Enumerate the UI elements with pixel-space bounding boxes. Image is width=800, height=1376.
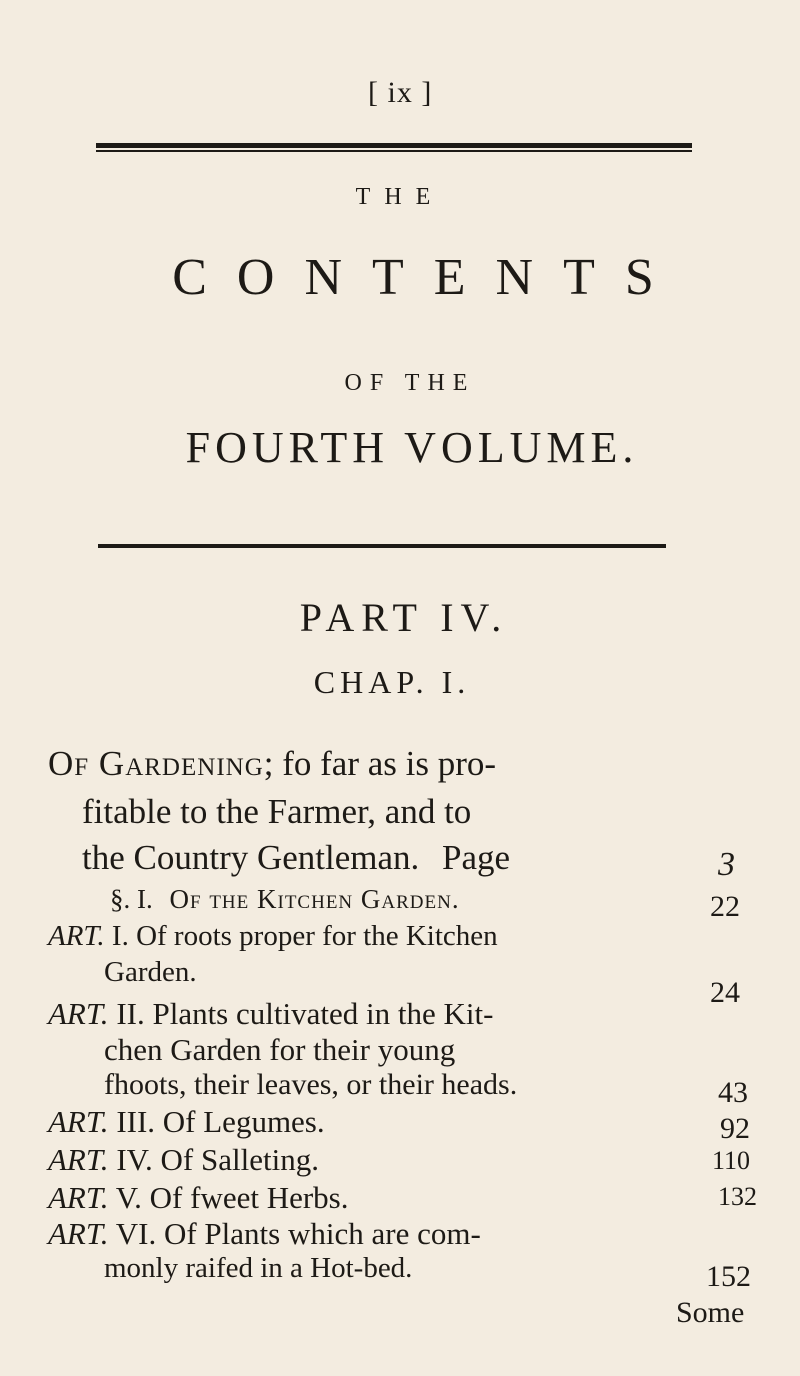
entry-5-page: 132 <box>718 1182 757 1211</box>
entry-3-line1: ART. III. Of Legumes. <box>48 1104 325 1139</box>
heading-contents: CONTENTS <box>172 249 684 306</box>
chapter-title-line2: fitable to the Farmer, and to <box>82 792 472 831</box>
heading-volume: FOURTH VOLUME. <box>185 423 639 472</box>
chapter-title-lead: Of Gardening <box>48 744 264 783</box>
catchword: Some <box>676 1296 745 1329</box>
heading-the: THE <box>355 184 445 210</box>
middle-rule <box>98 544 666 548</box>
chapter-page-number: 3 <box>718 846 735 883</box>
section-title: Of the Kitchen Garden. <box>169 884 460 914</box>
entry-2-page: 43 <box>718 1076 748 1109</box>
chapter-title-line1 <box>48 744 496 784</box>
entry-6-line2: monly raifed in a Hot-bed. <box>104 1252 413 1284</box>
section-number: §. I. <box>110 884 153 914</box>
entry-2-line2: chen Garden for their young <box>104 1032 456 1067</box>
entry-4-line1: ART. IV. Of Salleting. <box>48 1142 319 1177</box>
top-rule-thin <box>96 150 692 152</box>
chapter-title-line3: the Country Gentleman. Page <box>82 838 511 877</box>
entry-5-line1: ART. V. Of fweet Herbs. <box>48 1180 349 1215</box>
entry-2-line3: fhoots, their leaves, or their heads. <box>104 1068 518 1101</box>
page-number: [ ix ] <box>368 76 433 109</box>
section-heading <box>110 884 460 915</box>
entry-1-line2: Garden. <box>104 956 197 988</box>
page-label: Page <box>442 838 511 877</box>
chapter-heading: CHAP. I. <box>313 664 471 700</box>
entry-3-page: 92 <box>720 1112 750 1145</box>
part-heading: PART IV. <box>299 595 509 640</box>
entry-6-line1: ART. VI. Of Plants which are com- <box>48 1216 481 1251</box>
entry-4-page: 110 <box>712 1146 751 1175</box>
section-page-number: 22 <box>710 890 740 923</box>
entry-2-line1: ART. II. Plants cultivated in the Kit- <box>48 996 494 1031</box>
chapter-title-line1-rest: ; fo far as is pro- <box>263 744 497 783</box>
entry-6-page: 152 <box>706 1260 751 1293</box>
entry-1-page: 24 <box>710 976 740 1009</box>
entry-art-label: ART. <box>48 920 105 952</box>
top-rule-thick <box>96 143 692 148</box>
entry-1-line1: ART. I. Of roots proper for the Kitchen <box>48 920 498 952</box>
heading-of-the: OF THE <box>344 370 476 396</box>
